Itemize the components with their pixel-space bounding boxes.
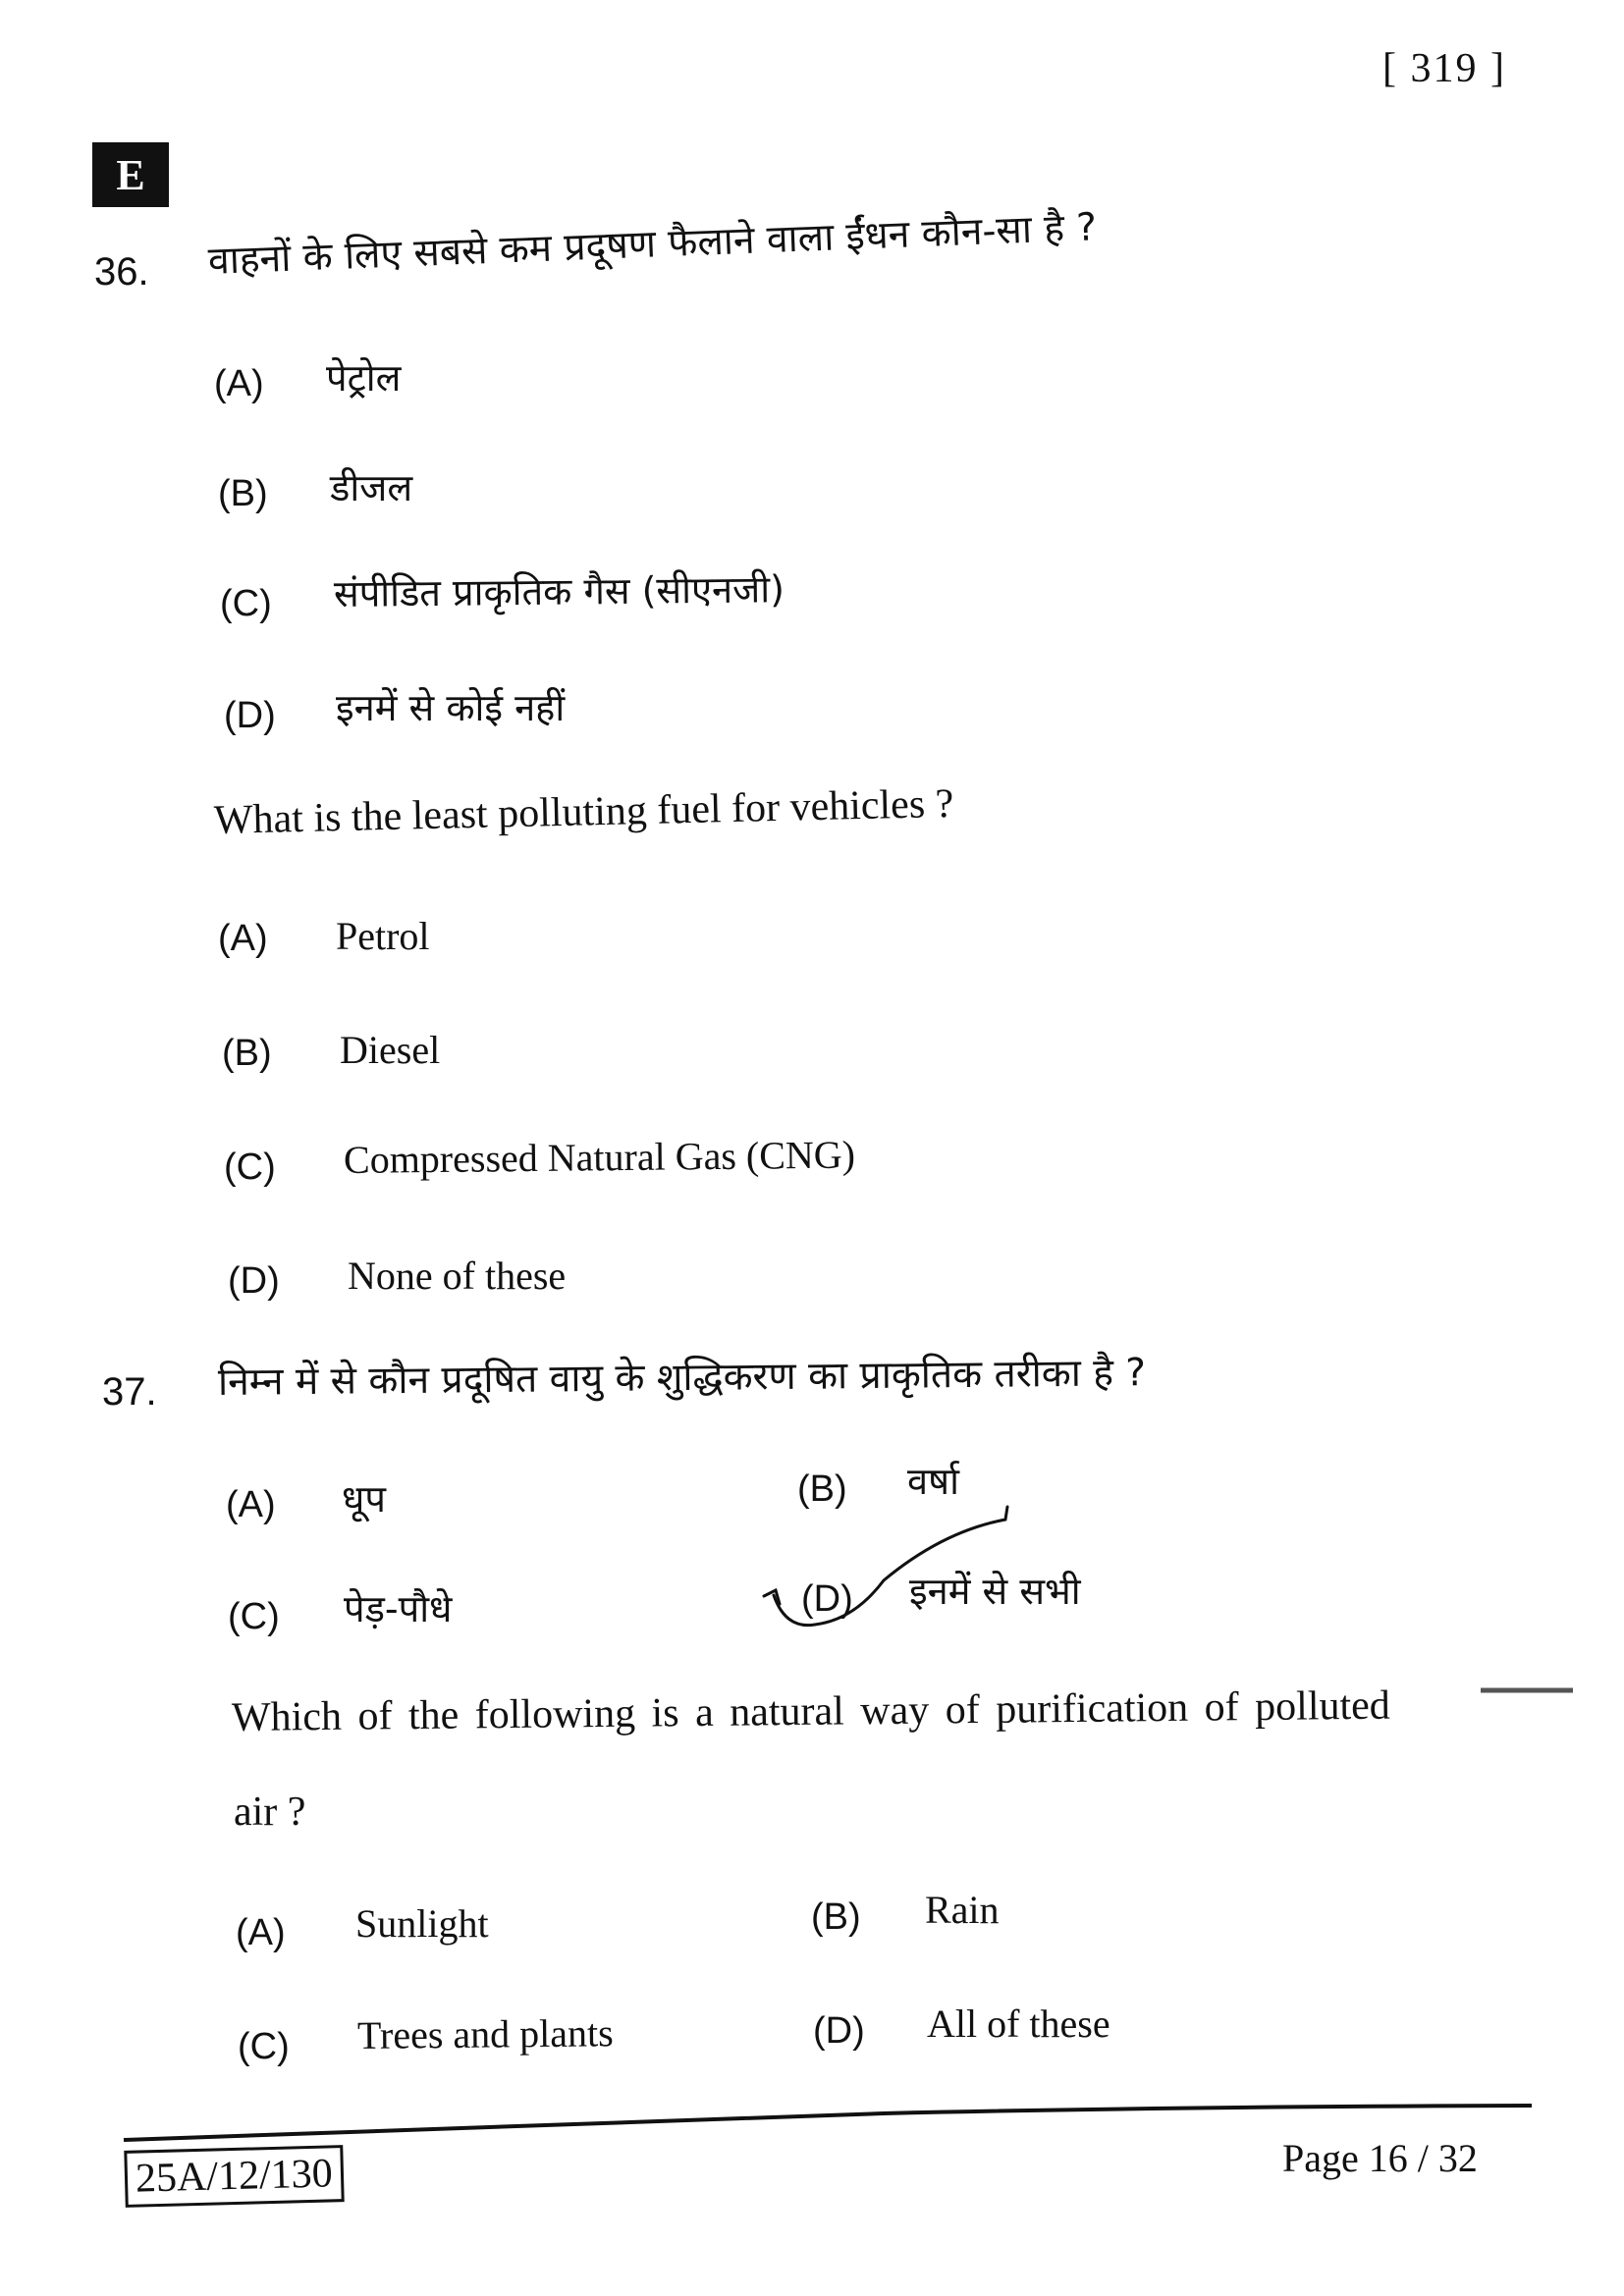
set-code-badge: E: [92, 142, 169, 207]
q37-en-option-c-text: Trees and plants: [356, 2010, 614, 2057]
q37-en-option-d-text: All of these: [927, 2002, 1110, 2046]
q36-en-option-b-text: Diesel: [340, 1028, 441, 1072]
q37-hi-option-d-text: इनमें से सभी: [909, 1570, 1081, 1613]
question-37-hindi-text: निम्न में से कौन प्रदूषित वायु के शुद्धिकरण का प्राकृतिक तरीका है ?: [217, 1351, 1147, 1405]
q36-en-option-d-text: None of these: [348, 1254, 567, 1298]
q36-hi-option-a-text: पेट्रोल: [326, 356, 402, 400]
q37-hi-option-d-label: (D): [801, 1578, 853, 1620]
q37-hi-option-b-text: वर्षा: [907, 1460, 959, 1503]
q37-en-option-b-text: Rain: [925, 1888, 1000, 1932]
q36-hi-option-b-text: डीजल: [330, 466, 413, 509]
q36-en-option-d-label: (D): [228, 1260, 280, 1302]
question-number-37: 37.: [102, 1370, 157, 1414]
q37-hi-option-a-text: धूप: [342, 1477, 386, 1521]
question-36-hindi-text: वाहनों के लिए सबसे कम प्रदूषण फैलाने वाला ईंधन कौन-सा है ?: [207, 205, 1098, 284]
q36-hi-option-b-label: (B): [218, 473, 268, 514]
q36-hi-option-a-label: (A): [214, 363, 264, 404]
q36-en-option-a-text: Petrol: [336, 914, 430, 958]
q36-hi-option-c-text: संपीडित प्राकृतिक गैस (सीएनजी): [333, 567, 785, 615]
q37-hi-option-a-label: (A): [226, 1484, 276, 1525]
q36-hi-option-c-label: (C): [220, 583, 272, 624]
question-37-english-text-line1: Which of the following is a natural way of purification of polluted: [231, 1682, 1391, 1740]
q37-en-option-c-label: (C): [238, 2026, 290, 2067]
q37-en-option-b-label: (B): [811, 1896, 861, 1938]
tick-arrowhead-icon: [764, 1590, 780, 1604]
q36-en-option-a-label: (A): [218, 918, 268, 959]
q37-hi-option-c-label: (C): [228, 1596, 280, 1637]
question-number-36: 36.: [94, 250, 149, 294]
question-37-english-text-line2: air ?: [234, 1789, 306, 1835]
question-36-english-text: What is the least polluting fuel for vehicles ?: [213, 780, 954, 843]
page-indicator: Page 16 / 32: [1282, 2136, 1478, 2180]
q36-hi-option-d-label: (D): [224, 695, 276, 736]
paper-code-box: 25A/12/130: [124, 2145, 344, 2208]
q36-en-option-c-label: (C): [224, 1147, 276, 1188]
q37-en-option-a-text: Sunlight: [355, 1901, 489, 1946]
q36-en-option-c-text: Compressed Natural Gas (CNG): [343, 1132, 856, 1182]
q37-hi-option-c-text: पेड़-पौधे: [344, 1587, 453, 1630]
q36-hi-option-d-text: इनमें से कोई नहीं: [336, 686, 566, 729]
q37-en-option-d-label: (D): [813, 2010, 865, 2052]
page-serial-number: [ 319 ]: [1382, 46, 1506, 91]
q37-en-option-a-label: (A): [236, 1912, 286, 1953]
q36-en-option-b-label: (B): [222, 1033, 272, 1074]
q37-hi-option-b-label: (B): [797, 1468, 847, 1510]
